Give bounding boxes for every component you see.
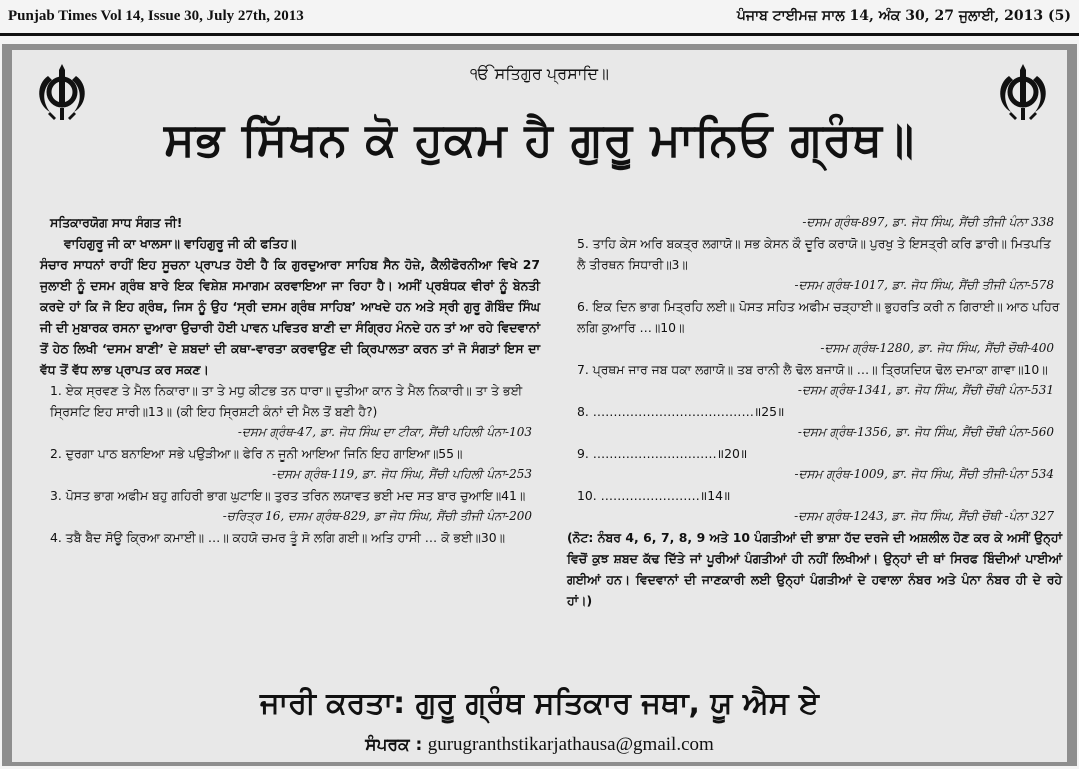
contact-email[interactable]: gurugranthstikarjathausa@gmail.com (427, 734, 714, 755)
header-punjabi: ਪੰਜਾਬ ਟਾਈਮਜ਼ ਸਾਲ 14, ਅੰਕ 30, 27 ਜੁਲਾਈ, 2013 (5) (736, 8, 1071, 24)
notice-frame (2, 44, 1077, 766)
citation: -ਦਸਮ ਗ੍ਰੰਥ-1017, ਡਾ. ਜੋਧ ਸਿੰਘ, ਸੈਂਚੀ ਤੀਜੀ ਪੰਨਾ-578 (794, 278, 1054, 292)
citation: -ਦਸਮ ਗ੍ਰੰਥ-897, ਡਾ. ਜੋਧ ਸਿੰਘ, ਸੈਂਚੀ ਤੀਜੀ ਪੰਨਾ 338 (802, 215, 1054, 229)
citation: -ਦਸਮ ਗ੍ਰੰਥ-1356, ਡਾ. ਜੋਧ ਸਿੰਘ, ਸੈਂਚੀ ਚੌਥੀ ਪੰਨਾ-560 (797, 425, 1054, 439)
quote-item: 9. …………………………॥20॥ (577, 446, 748, 461)
left-column (40, 212, 540, 548)
citation: -ਦਸਮ ਗ੍ਰੰਥ-1243, ਡਾ. ਜੋਧ ਸਿੰਘ, ਸੈਂਚੀ ਚੌਥੀ -ਪੰਨਾ 327 (794, 509, 1054, 523)
citation: -ਚਰਿਤ੍ਰ 16, ਦਸਮ ਗ੍ਰੰਥ-829, ਡਾ ਜੋਧ ਸਿੰਘ, ਸੈਂਚੀ ਤੀਜੀ ਪੰਨਾ-200 (222, 509, 532, 523)
greeting-line: ਵਾਹਿਗੁਰੂ ਜੀ ਕਾ ਖਾਲਸਾ॥ ਵਾਹਿਗੁਰੂ ਜੀ ਕੀ ਫਤਿਹ॥ (64, 236, 297, 251)
contact-line (12, 734, 1067, 756)
quote-item: 6. ਇਕ ਦਿਨ ਭਾਗ ਮਿਤ੍ਰਹਿ ਲਈ॥ ਪੋਸਤ ਸਹਿਤ ਅਫੀਮ ਚੜ੍ਹਾਈ॥ ਭੁਹਰਤਿ ਕਰੀ ਨ ਗਿਰਾਈ॥ ਆਠ ਪਹਿਰ ਲਗਿ ਕੁਆਰਿ …॥10॥ (577, 299, 1060, 335)
citation: -ਦਸਮ ਗ੍ਰੰਥ-119, ਡਾ. ਜੋਧ ਸਿੰਘ, ਸੈਂਚੀ ਪਹਿਲੀ ਪੰਨਾ-253 (272, 467, 532, 481)
notice-panel (12, 50, 1067, 762)
quote-item: 4. ਤਬੈ ਬੈਦ ਸੋਊ ਕ੍ਰਿਆ ਕਮਾਈ॥ …॥ ਕਹਯੋ ਚਮਰ ਤੂੰ ਸੋ ਲਗਿ ਗਈ॥ ਅਤਿ ਹਾਸੀ … ਕੋ ਭਈ॥30॥ (50, 530, 506, 545)
quote-item: 3. ਪੋਸਤ ਭਾਗ ਅਫੀਮ ਬਹੁ ਗਹਿਰੀ ਭਾਗ ਘੁਟਾਇ॥ ਤੁਰਤ ਤਰਿਨ ਲਯਾਵਤ ਭਈ ਮਦ ਸਤ ਬਾਰ ਚੁਆਇ॥41॥ (50, 488, 526, 503)
citation: -ਦਸਮ ਗ੍ਰੰਥ-1280, ਡਾ. ਜੋਧ ਸਿੰਘ, ਸੈਂਚੀ ਚੌਥੀ-400 (820, 341, 1054, 355)
right-column (567, 212, 1062, 611)
contact-label: ਸੰਪਰਕ : (365, 735, 423, 755)
header-rule (0, 33, 1079, 36)
greeting-line: ਸਤਿਕਾਰਯੋਗ ਸਾਧ ਸੰਗਤ ਜੀ! (50, 215, 183, 230)
editorial-note: (ਨੋਟ: ਨੰਬਰ 4, 6, 7, 8, 9 ਅਤੇ 10 ਪੰਗਤੀਆਂ ਦੀ ਭਾਸ਼ਾ ਹੱਦ ਦਰਜੇ ਦੀ ਅਸ਼ਲੀਲ ਹੋਣ ਕਰ ਕੇ ਅਸੀਂ ਉਨ੍ਹਾਂ ਵਿਚੋਂ ਕੁਝ ਸ਼ਬਦ ਕੱਢ ਦਿੱਤੇ ਜਾਂ ਪੂਰੀਆਂ ਪੰਗਤੀਆਂ ਹੀ ਨਹੀਂ ਲਿਖੀਆਂ। ਉਨ੍ਹਾਂ ਦੀ ਥਾਂ ਸਿਰਫ ਬਿੰਦੀਆਂ ਪਾਈਆਂ ਗਈਆਂ ਹਨ। ਵਿਦਵਾਨਾਂ ਦੀ ਜਾਣਕਾਰੀ ਲਈ ਉਨ੍ਹਾਂ ਪੰਗਤੀਆਂ ਦੇ ਹਵਾਲਾ ਨੰਬਰ ਅਤੇ ਪੰਨਾ ਨੰਬਰ ਹੀ ਦੇ ਰਹੇ ਹਾਂ।) (567, 530, 1062, 608)
quote-item: 10. ……………………॥14॥ (577, 488, 731, 503)
quote-item: 8. …………………………………॥25॥ (577, 404, 785, 419)
citation: -ਦਸਮ ਗ੍ਰੰਥ-47, ਡਾ. ਜੋਧ ਸਿੰਘ ਦਾ ਟੀਕਾ, ਸੈਂਚੀ ਪਹਿਲੀ ਪੰਨਾ-103 (237, 425, 532, 439)
issuer-line: ਜਾਰੀ ਕਰਤਾ: ਗੁਰੂ ਗ੍ਰੰਥ ਸਤਿਕਾਰ ਜਥਾ, ਯੂ ਐਸ ਏ (260, 686, 819, 721)
quote-item: 5. ਤਾਹਿ ਕੇਸ ਅਰਿ ਬਕਤ੍ਰ ਲਗਾਯੋ॥ ਸਭ ਕੇਸਨ ਕੌ ਦੂਰਿ ਕਰਾਯੋ॥ ਪੁਰਖੁ ਤੇ ਇਸਤ੍ਰੀ ਕਰਿ ਡਾਰੀ॥ ਮਿਤਪਤਿ ਲੈ ਤੀਰਥਨ ਸਿਧਾਰੀ॥3॥ (577, 236, 1051, 272)
header-english: Punjab Times Vol 14, Issue 30, July 27th, 2013 (8, 7, 304, 24)
invocation: ੴ ਸਤਿਗੁਰ ਪ੍ਰਸਾਦਿ॥ (470, 64, 609, 83)
page-header (0, 0, 1079, 32)
page-title: ਸਭ ਸਿੱਖਨ ਕੋ ਹੁਕਮ ਹੈ ਗੁਰੂ ਮਾਨਿਓ ਗ੍ਰੰਥ॥ (164, 112, 915, 166)
citation: -ਦਸਮ ਗ੍ਰੰਥ-1341, ਡਾ. ਜੋਧ ਸਿੰਘ, ਸੈਂਚੀ ਚੌਥੀ ਪੰਨਾ-531 (797, 383, 1054, 397)
quote-item: 7. ਪ੍ਰਥਮ ਜਾਰ ਜਬ ਧਕਾ ਲਗਾਯੋ॥ ਤਬ ਰਾਨੀ ਲੈ ਢੋਲ ਬਜਾਯੋ॥ …॥ ਤ੍ਰਿਯਦਿਯ ਢੋਲ ਦਮਾਕਾ ਗਾਵਾ॥10॥ (577, 362, 1048, 377)
quote-item: 2. ਦੁਰਗਾ ਪਾਠ ਬਨਾਇਆ ਸਭੇ ਪਉੜੀਆ॥ ਫੇਰਿ ਨ ਜੂਨੀ ਆਇਆ ਜਿਨਿ ਇਹ ਗਾਇਆ॥55॥ (50, 446, 463, 461)
quote-item: 1. ਏਕ ਸ੍ਰਵਣ ਤੇ ਮੈਲ ਨਿਕਾਰਾ॥ ਤਾ ਤੇ ਮਧੁ ਕੀਟਭ ਤਨ ਧਾਰਾ॥ ਦੁਤੀਆ ਕਾਨ ਤੇ ਮੈਲ ਨਿਕਾਰੀ॥ ਤਾ ਤੇ ਭਈ ਸ੍ਰਿਸਟਿ ਇਹ ਸਾਰੀ॥13॥ (ਕੀ ਇਹ ਸ੍ਰਿਸ਼ਟੀ ਕੰਨਾਂ ਦੀ ਮੈਲ ਤੋਂ ਬਣੀ ਹੈ?) (50, 383, 523, 419)
intro-paragraph: ਸੰਚਾਰ ਸਾਧਨਾਂ ਰਾਹੀਂ ਇਹ ਸੂਚਨਾ ਪ੍ਰਾਪਤ ਹੋਈ ਹੈ ਕਿ ਗੁਰਦੁਆਰਾ ਸਾਹਿਬ ਸੈਨ ਹੋਜ਼ੇ, ਕੈਲੀਫੋਰਨੀਆ ਵਿਖੇ 27 ਜੁਲਾਈ ਨੂੰ ਦਸਮ ਗ੍ਰੰਥ ਬਾਰੇ ਇਕ ਵਿਸ਼ੇਸ਼ ਸਮਾਗਮ ਕਰਵਾਇਆ ਜਾ ਰਿਹਾ ਹੈ। ਅਸੀਂ ਪ੍ਰਬੰਧਕ ਵੀਰਾਂ ਨੂੰ ਬੇਨਤੀ ਕਰਦੇ ਹਾਂ ਕਿ ਜੋ ਇਹ ਗ੍ਰੰਥ, ਜਿਸ ਨੂੰ ਉਹ ‘ਸ੍ਰੀ ਦਸਮ ਗ੍ਰੰਥ ਸਾਹਿਬ’ ਆਖਦੇ ਹਨ ਅਤੇ ਸ੍ਰੀ ਗੁਰੂ ਗੋਬਿੰਦ ਸਿੰਘ ਜੀ ਦੀ ਮੁਬਾਰਕ ਰਸਨਾ ਦੁਆਰਾ ਉਚਾਰੀ ਹੋਈ ਪਾਵਨ ਪਵਿਤਰ ਬਾਣੀ ਦਾ ਸੰਗ੍ਰਿਹ ਮੰਨਦੇ ਹਨ ਤਾਂ ਆ ਰਹੇ ਵਿਦਵਾਨਾਂ ਤੋਂ ਹੇਠ ਲਿਖੀ ‘ਦਸਮ ਬਾਣੀ’ ਦੇ ਸ਼ਬਦਾਂ ਦੀ ਕਥਾ-ਵਾਰਤਾ ਕਰਵਾਉਣ ਦੀ ਕ੍ਰਿਪਾਲਤਾ ਕਰਨ ਤਾਂ ਜੋ ਸੰਗਤਾਂ ਇਸ ਦਾ ਵੱਧ ਤੋਂ ਵੱਧ ਲਾਭ ਪ੍ਰਾਪਤ ਕਰ ਸਕਣ। (40, 257, 540, 377)
citation: -ਦਸਮ ਗ੍ਰੰਥ-1009, ਡਾ. ਜੋਧ ਸਿੰਘ, ਸੈਂਚੀ ਤੀਜੀ-ਪੰਨਾ 534 (794, 467, 1054, 481)
